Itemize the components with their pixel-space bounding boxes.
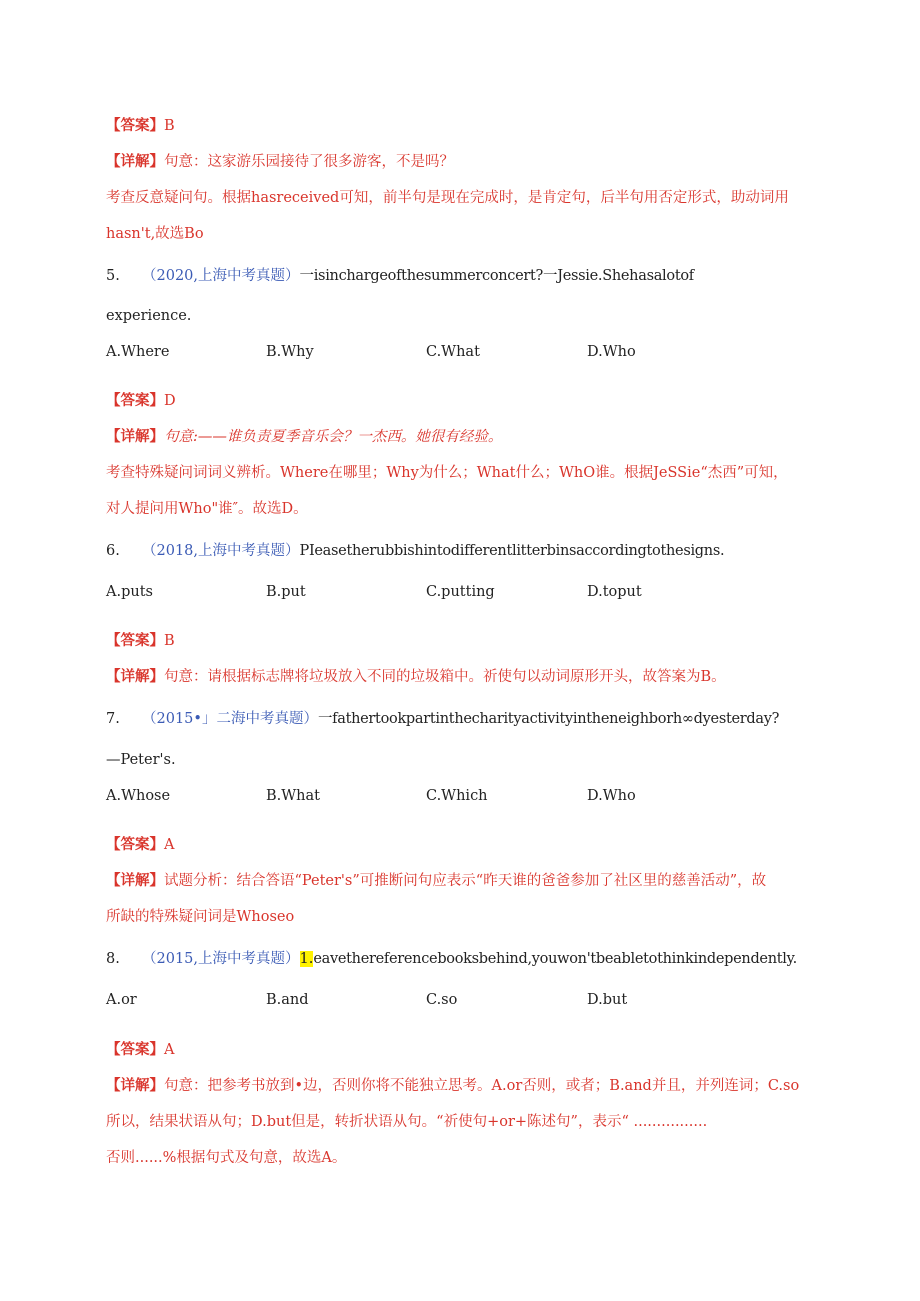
q8-answer — [106, 1040, 174, 1060]
q4-answer — [106, 116, 175, 136]
q8-option-b: B.and — [266, 992, 309, 1008]
answer-tag: 【答案】 — [106, 836, 164, 853]
q8-detail-line2: 所以，结果状语从句；D.but但是，转折状语从句。“祈使句+or+陈述句”，表示“ ................ — [106, 1114, 708, 1130]
q4-detail-line1 — [106, 152, 454, 172]
detail-tag: 【详解】 — [106, 1077, 164, 1094]
q5-option-d: D.Who — [587, 344, 636, 360]
q5-answer — [106, 391, 176, 411]
q8-stem — [106, 949, 797, 969]
q4-detail-line2: 考查反意疑问句。根据hasreceived可知，前半句是现在完成时，是肯定句，后半句用否定形式，助动词用 — [106, 190, 789, 206]
q6-stem — [106, 541, 724, 561]
q5-option-a: A.Where — [106, 344, 170, 360]
detail-tag: 【详解】 — [106, 668, 164, 685]
q5-stem — [106, 266, 694, 286]
answer-value: B — [164, 118, 175, 134]
question-number: 7. — [106, 711, 120, 727]
q7-option-b: B.What — [266, 788, 320, 804]
q5-detail-line2: 考查特殊疑问词词义辨析。Where在哪里；Why为什么；What什么；WhO谁。根据JeSSie“杰西”可知， — [106, 465, 788, 481]
detail-text: 句意：请根据标志牌将垃圾放入不同的垃圾箱中。祈使句以动词原形开头，故答案为B。 — [164, 669, 726, 685]
q5-detail-line3: 对人提问用Who"谁″。故选D。 — [106, 501, 308, 517]
detail-tag: 【详解】 — [106, 872, 164, 889]
q4-detail-line3: hasn't,故选Bo — [106, 226, 204, 242]
question-source: （2018,上海中考真题） — [142, 543, 300, 559]
detail-text: 试题分析：结合答语“Peter's”可推断问句应表示“昨天谁的爸爸参加了社区里的慈善活动”，故 — [164, 873, 767, 889]
q6-option-c: C.putting — [426, 584, 495, 600]
q7-answer — [106, 835, 174, 855]
q7-option-c: C.Which — [426, 788, 488, 804]
question-text: eavethereferencebooksbehind,youwon'tbeabletothinkindependently. — [313, 951, 797, 967]
q6-option-a: A.puts — [106, 584, 153, 600]
q5-option-c: C.What — [426, 344, 480, 360]
question-text: PIeasetherubbishintodifferentlitterbinsaccordingtothesigns. — [299, 543, 725, 559]
answer-tag: 【答案】 — [106, 117, 164, 134]
q6-detail-line1 — [106, 667, 726, 687]
q8-option-d: D.but — [587, 992, 628, 1008]
q7-stem — [106, 709, 779, 729]
q7-detail-line1 — [106, 871, 766, 891]
question-source: （2015,上海中考真题） — [142, 951, 300, 967]
answer-value: A — [164, 1042, 175, 1058]
q8-option-a: A.or — [106, 992, 137, 1008]
q8-option-c: C.so — [426, 992, 458, 1008]
detail-tag: 【详解】 — [106, 153, 164, 170]
detail-tag: 【详解】 — [106, 428, 164, 445]
detail-text: 句意：把参考书放到•边，否则你将不能独立思考。A.or否则，或者；B.and并且，并列连词；C.so — [164, 1078, 800, 1094]
detail-text: 句意:——谁负责夏季音乐会？一杰西。她很有经验。 — [164, 429, 503, 445]
answer-value: A — [164, 837, 175, 853]
answer-tag: 【答案】 — [106, 392, 164, 409]
q8-detail-line3: 否则......%根据句式及句意，故选A。 — [106, 1150, 347, 1166]
answer-tag: 【答案】 — [106, 1041, 164, 1058]
q5-stem-line2: experience. — [106, 308, 192, 324]
q7-stem-line2: —Peter's. — [106, 752, 176, 768]
q8-detail-line1 — [106, 1076, 799, 1096]
question-text: 一fathertookpartinthecharityactivityintheneighborh∞dyesterday? — [317, 711, 780, 727]
answer-tag: 【答案】 — [106, 632, 164, 649]
q7-option-d: D.Who — [587, 788, 636, 804]
question-source: （2020,上海中考真题） — [142, 268, 300, 284]
detail-text: 句意：这家游乐园接待了很多游客，不是吗？ — [164, 154, 454, 170]
q5-detail-line1 — [106, 427, 502, 447]
q7-detail-line2: 所缺的特殊疑问词是Whoseo — [106, 909, 295, 925]
q5-option-b: B.Why — [266, 344, 314, 360]
q6-answer — [106, 631, 175, 651]
question-number: 5. — [106, 268, 120, 284]
question-source: （2015•」二海中考真题） — [142, 711, 318, 727]
question-number: 6. — [106, 543, 120, 559]
answer-value: D — [164, 393, 176, 409]
highlighted-text: 1. — [299, 951, 314, 967]
question-number: 8. — [106, 951, 120, 967]
q6-option-b: B.put — [266, 584, 306, 600]
answer-value: B — [164, 633, 175, 649]
question-text: 一isinchargeofthesummerconcert?一Jessie.Shehasalotof — [299, 268, 694, 284]
q6-option-d: D.toput — [587, 584, 642, 600]
q7-option-a: A.Whose — [106, 788, 171, 804]
